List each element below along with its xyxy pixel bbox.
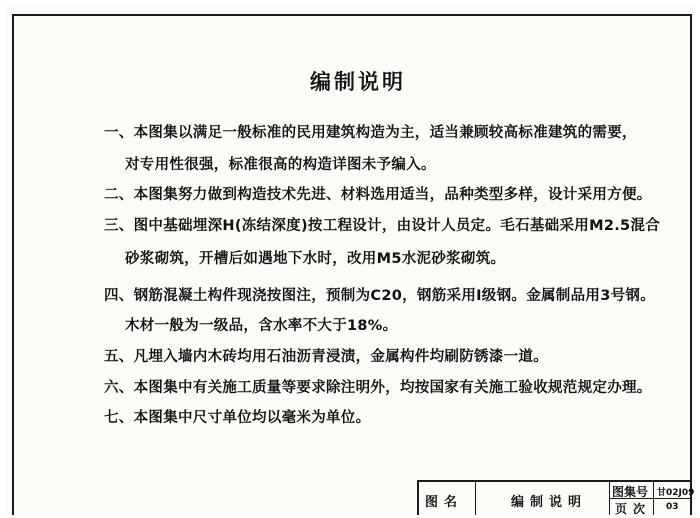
- title-block-name-label: 图名: [425, 495, 464, 510]
- title-block-page-label: 页次: [615, 502, 652, 516]
- note-1-line-2: 对专用性很强，标准很高的构造详图未予编入。: [125, 157, 436, 173]
- note-2: 二、本图集努力做到构造技术先进、材料选用适当，品种类型多样，设计采用方便。: [104, 187, 652, 203]
- title-block-page-value: 03: [666, 502, 679, 512]
- title-block-atlas-value: 甘02J09: [657, 488, 695, 498]
- note-4-line-2: 木材一般为一级品，含水率不大于18%。: [125, 318, 398, 334]
- title-block-atlas-label: 图集号: [612, 485, 649, 499]
- note-6: 六、本图集中有关施工质量等要求除注明外，均按国家有关施工验收规范规定办理。: [104, 380, 652, 396]
- note-5: 五、凡埋入墙内木砖均用石油沥青浸渍，金属构件均刷防锈漆一道。: [104, 349, 548, 365]
- page-title: 编制说明: [310, 70, 406, 94]
- note-1-line-1: 一、本图集以满足一般标准的民用建筑构造为主，适当兼顾较高标准建筑的需要，: [104, 125, 637, 141]
- title-block: [417, 480, 695, 516]
- note-4-line-1: 四、钢筋混凝土构件现浇按图注，预制为C20，钢筋采用I级钢。金属制品用3号钢。: [104, 288, 656, 304]
- title-block-drawing-name: 编制说明: [511, 495, 588, 510]
- note-7: 七、本图集中尺寸单位均以毫米为单位。: [104, 410, 371, 426]
- note-3-line-1: 三、图中基础埋深H(冻结深度)按工程设计，由设计人员定。毛石基础采用M2.5混合: [104, 218, 661, 234]
- note-3-line-2: 砂浆砌筑，开槽后如遇地下水时，改用M5水泥砂浆砌筑。: [125, 251, 506, 267]
